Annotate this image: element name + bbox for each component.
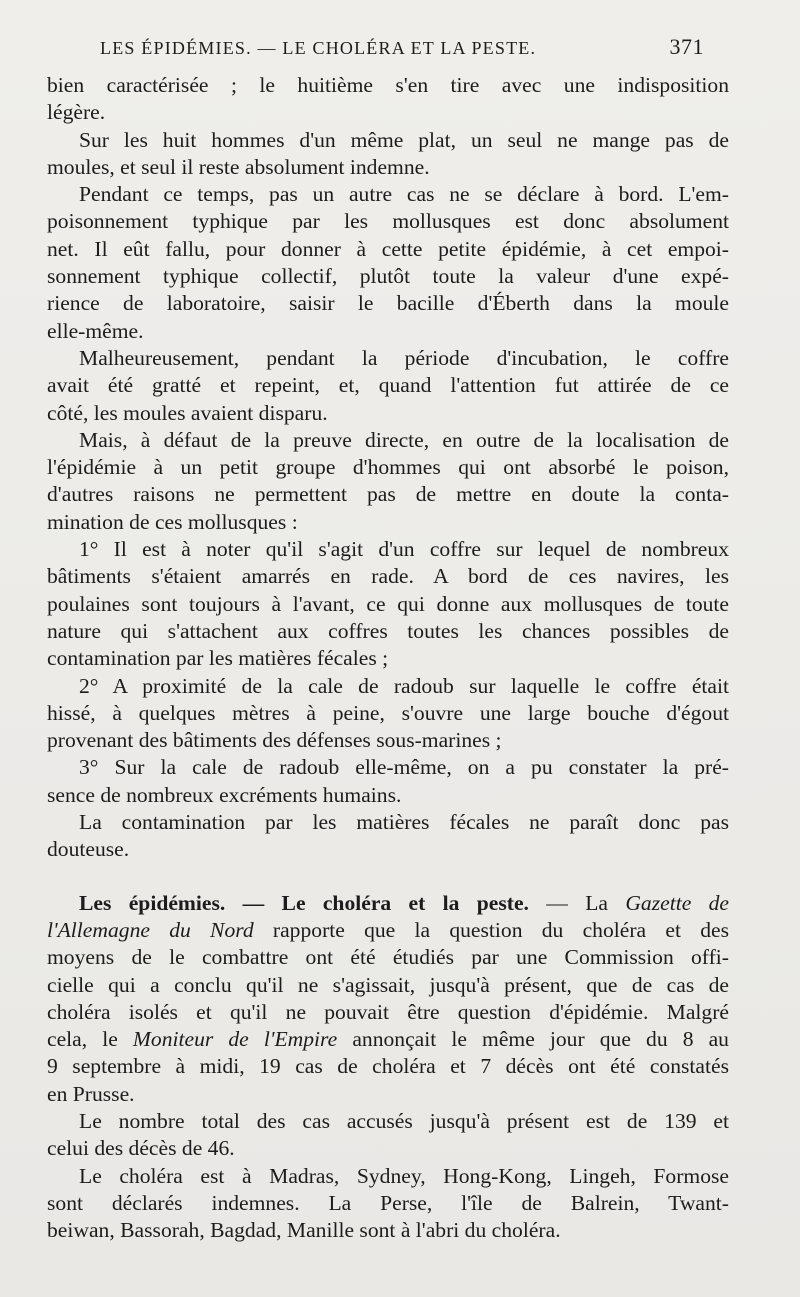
text-line: 2° A proximité de la cale de radoub sur laquelle le coffre était <box>79 673 729 698</box>
text-run: cela, le <box>47 1027 133 1052</box>
journal-title: l'Allemagne du Nord <box>47 917 254 942</box>
paragraph <box>47 345 729 427</box>
text-line: d'autres raisons ne permettent pas de mettre en doute la conta- <box>47 482 729 507</box>
text-line: l'épidémie à un petit groupe d'hommes qui ont absorbé le poison, <box>47 455 729 480</box>
text-line: sonnement typhique collectif, plutôt toute la valeur d'une expé- <box>47 264 729 289</box>
text-line: moyens de le combattre ont été étudiés par une Commission offi- <box>47 945 729 970</box>
text-line: douteuse. <box>47 837 130 862</box>
text-line: elle-même. <box>47 318 144 343</box>
text-line: Malheureusement, pendant la période d'incubation, le coffre <box>79 345 729 370</box>
paragraph <box>47 427 729 536</box>
text-line: La contamination par les matières fécales ne paraît donc pas <box>79 810 729 835</box>
text-run: — La <box>528 890 626 915</box>
text-line: bâtiments s'étaient amarrés en rade. A bord de ces navires, les <box>47 564 729 589</box>
journal-title: Moniteur de l'Empire <box>132 1027 338 1052</box>
page-number: 371 <box>669 34 704 59</box>
body-text <box>47 72 729 1244</box>
text-line: Pendant ce temps, pas un autre cas ne se déclare à bord. L'em- <box>79 182 729 207</box>
paragraph <box>47 754 729 809</box>
page-header <box>100 34 704 64</box>
paragraph <box>47 127 729 182</box>
text-line: 1° Il est à noter qu'il s'agit d'un coffre sur lequel de nombreux <box>79 537 729 562</box>
text-line: contamination par les matières fécales ; <box>47 646 389 671</box>
text-line: celui des décès de 46. <box>47 1136 235 1161</box>
text-line: hissé, à quelques mètres à peine, s'ouvre une large bouche d'égout <box>47 700 729 725</box>
text-line: choléra isolés et qu'il ne pouvait être question d'épidémie. Malgré <box>47 999 729 1024</box>
journal-title: Gazette de <box>625 890 729 915</box>
paragraph <box>47 181 729 345</box>
text-line: net. Il eût fallu, pour donner à cette petite épidémie, à cet empoi- <box>47 236 729 261</box>
text-line: Le nombre total des cas accusés jusqu'à présent est de 139 et <box>79 1108 729 1133</box>
paragraph <box>47 673 729 755</box>
paragraph <box>47 1163 729 1245</box>
text-line: en Prusse. <box>47 1081 135 1106</box>
paragraph <box>47 536 729 672</box>
paragraph <box>47 1108 729 1163</box>
text-line: rience de laboratoire, saisir le bacille d'Éberth dans la moule <box>47 291 729 316</box>
text-line: 3° Sur la cale de radoub elle-même, on a pu constater la pré- <box>79 755 729 780</box>
section-title: Les épidémies. — Le choléra et la peste. <box>79 890 529 915</box>
text-line: poulaines sont toujours à l'avant, ce qui donne aux mollusques de toute <box>47 591 729 616</box>
text-line: nature qui s'attachent aux coffres toutes les chances possibles de <box>47 618 729 643</box>
text-line: sence de nombreux excréments humains. <box>47 782 402 807</box>
paragraph <box>47 890 729 1108</box>
paragraph <box>47 809 729 864</box>
text-line: côté, les moules avaient disparu. <box>47 400 328 425</box>
text-line: mination de ces mollusques : <box>47 509 298 534</box>
text-line: 9 septembre à midi, 19 cas de choléra et 7 décès ont été constatés <box>47 1054 729 1079</box>
text-line: bien caractérisée ; le huitième s'en tire avec une indisposition <box>47 73 729 97</box>
text-line <box>47 917 729 944</box>
text-line: moules, et seul il reste absolument indemne. <box>47 154 430 179</box>
paragraph <box>47 72 729 127</box>
text-line: sont déclarés indemnes. La Perse, l'île de Balrein, Twant- <box>47 1190 729 1215</box>
text-line: provenant des bâtiments des défenses sous-marines ; <box>47 728 502 753</box>
text-line: poisonnement typhique par les mollusques est donc absolument <box>47 209 729 234</box>
text-line: Le choléra est à Madras, Sydney, Hong-Kong, Lingeh, Formose <box>79 1163 729 1188</box>
text-line: beiwan, Bassorah, Bagdad, Manille sont à l'abri du choléra. <box>47 1218 561 1243</box>
text-run: rapporte que la question du choléra et des <box>253 917 729 942</box>
text-line <box>47 1026 729 1053</box>
text-line: Mais, à défaut de la preuve directe, en outre de la localisation de <box>79 427 729 452</box>
text-line <box>47 890 729 917</box>
running-title: LES ÉPIDÉMIES. — LE CHOLÉRA ET LA PESTE. <box>100 38 537 58</box>
text-line: Sur les huit hommes d'un même plat, un seul ne mange pas de <box>79 127 729 152</box>
text-run: annonçait le même jour que du 8 au <box>337 1027 729 1052</box>
text-line: légère. <box>47 100 106 125</box>
text-line: cielle qui a conclu qu'il ne s'agissait, jusqu'à présent, que de cas de <box>47 972 729 997</box>
section-gap <box>47 864 729 890</box>
text-line: avait été gratté et repeint, et, quand l'attention fut attirée de ce <box>47 373 729 398</box>
